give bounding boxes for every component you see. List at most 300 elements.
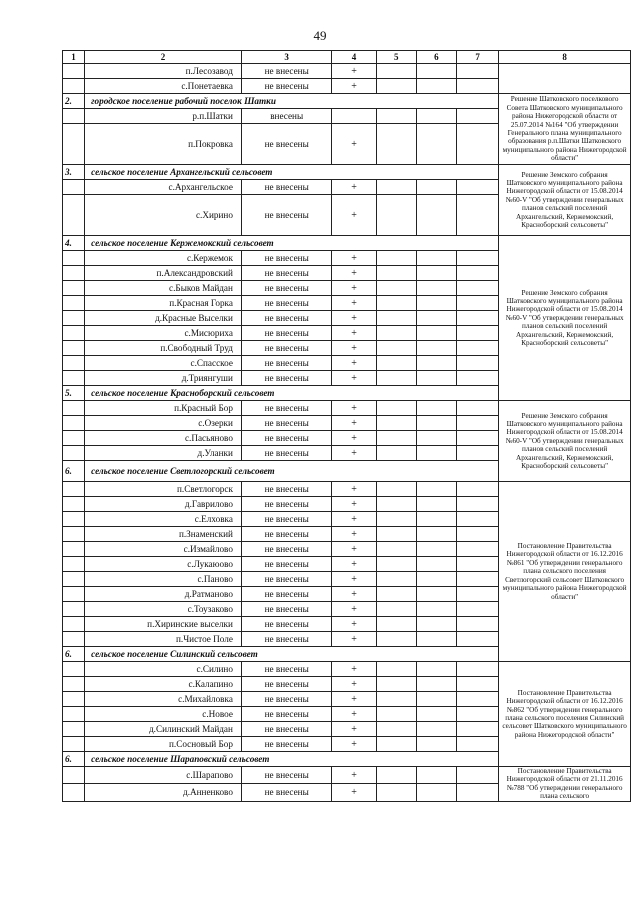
plus-mark: + bbox=[332, 784, 376, 801]
cell-col1 bbox=[63, 737, 85, 752]
cell-col5 bbox=[376, 195, 416, 236]
table-row bbox=[63, 662, 631, 677]
settlement-name: д.Гаврилово bbox=[85, 497, 242, 512]
cell-col6 bbox=[416, 401, 456, 416]
section-row bbox=[63, 236, 631, 251]
cell-col7 bbox=[457, 632, 499, 647]
cell-col7 bbox=[457, 662, 499, 677]
cell-col6 bbox=[416, 497, 456, 512]
cell-col6 bbox=[416, 341, 456, 356]
cell-col7 bbox=[457, 180, 499, 195]
changes-status: не внесены bbox=[241, 662, 331, 677]
changes-status: не внесены bbox=[241, 401, 331, 416]
plus-mark: + bbox=[332, 124, 376, 165]
cell-col6 bbox=[416, 512, 456, 527]
settlement-name: с.Паново bbox=[85, 572, 242, 587]
cell-col6 bbox=[416, 251, 456, 266]
section-title: сельское поселение Шараповский сельсовет bbox=[85, 752, 499, 767]
changes-status: не внесены bbox=[241, 692, 331, 707]
approval-document: Решение Земского собрания Шатковского муниципального района Нижегородской области от 15.08.2014 №60-V "Об утверждении генеральных планов сельский поселений Архангельский, Кержемокский, Красноборский сельсоветы" bbox=[499, 165, 631, 236]
cell-col5 bbox=[376, 602, 416, 617]
cell-col5 bbox=[376, 266, 416, 281]
settlement-name: п.Чистое Поле bbox=[85, 632, 242, 647]
changes-status: не внесены bbox=[241, 356, 331, 371]
cell-col6 bbox=[416, 371, 456, 386]
cell-col1 bbox=[63, 572, 85, 587]
cell-col6 bbox=[416, 767, 456, 784]
changes-status: не внесены bbox=[241, 64, 331, 79]
changes-status: не внесены bbox=[241, 180, 331, 195]
settlement-name: п.Красная Горка bbox=[85, 296, 242, 311]
approval-document: Решение Земского собрания Шатковского муниципального района Нижегородской области от 15.08.2014 №60-V "Об утверждении генеральных планов сельский поселений Архангельский, Кержемокский, Красноборский сельсоветы" bbox=[499, 401, 631, 482]
section-title: сельское поселение Кержемокский сельсовет bbox=[85, 236, 499, 251]
cell-col5 bbox=[376, 482, 416, 497]
plus-mark: + bbox=[332, 416, 376, 431]
header-cell-3: 3 bbox=[241, 51, 331, 64]
cell-col5 bbox=[376, 446, 416, 461]
cell-col1 bbox=[63, 431, 85, 446]
approval-document: Решение Земского собрания Шатковского муниципального района Нижегородской области от 15.08.2014 №60-V "Об утверждении генеральных планов сельский поселений Архангельский, Кержемокский, Красноборский сельсоветы" bbox=[499, 236, 631, 401]
changes-status: не внесены bbox=[241, 572, 331, 587]
cell-col5 bbox=[376, 64, 416, 79]
plus-mark: + bbox=[332, 251, 376, 266]
cell-col1 bbox=[63, 416, 85, 431]
section-number: 6. bbox=[63, 647, 85, 662]
section-number: 6. bbox=[63, 752, 85, 767]
cell-col7 bbox=[457, 416, 499, 431]
cell-col7 bbox=[457, 692, 499, 707]
cell-col1 bbox=[63, 542, 85, 557]
cell-col5 bbox=[376, 632, 416, 647]
changes-status: не внесены bbox=[241, 602, 331, 617]
cell-col5 bbox=[376, 180, 416, 195]
cell-col7 bbox=[457, 311, 499, 326]
cell-col5 bbox=[376, 109, 416, 124]
cell-col5 bbox=[376, 296, 416, 311]
cell-col5 bbox=[376, 281, 416, 296]
plus-mark: + bbox=[332, 356, 376, 371]
cell-col6 bbox=[416, 180, 456, 195]
cell-col7 bbox=[457, 266, 499, 281]
cell-col5 bbox=[376, 431, 416, 446]
cell-col5 bbox=[376, 722, 416, 737]
plus-mark: + bbox=[332, 602, 376, 617]
cell-col5 bbox=[376, 572, 416, 587]
changes-status: не внесены bbox=[241, 737, 331, 752]
plus-mark: + bbox=[332, 341, 376, 356]
cell-col1 bbox=[63, 180, 85, 195]
table-row bbox=[63, 482, 631, 497]
cell-col6 bbox=[416, 542, 456, 557]
plus-mark: + bbox=[332, 431, 376, 446]
cell-col1 bbox=[63, 587, 85, 602]
header-cell-7: 7 bbox=[457, 51, 499, 64]
cell-col1 bbox=[63, 251, 85, 266]
settlement-name: п.Александровский bbox=[85, 266, 242, 281]
cell-col6 bbox=[416, 109, 456, 124]
cell-col7 bbox=[457, 64, 499, 79]
plus-mark bbox=[332, 109, 376, 124]
changes-status: не внесены bbox=[241, 722, 331, 737]
changes-status: не внесены bbox=[241, 79, 331, 94]
changes-status: не внесены bbox=[241, 482, 331, 497]
cell-col6 bbox=[416, 587, 456, 602]
settlement-name: с.Елховка bbox=[85, 512, 242, 527]
cell-col1 bbox=[63, 602, 85, 617]
cell-col5 bbox=[376, 677, 416, 692]
header-cell-5: 5 bbox=[376, 51, 416, 64]
cell-col1 bbox=[63, 341, 85, 356]
changes-status: не внесены bbox=[241, 512, 331, 527]
cell-col7 bbox=[457, 281, 499, 296]
changes-status: не внесены bbox=[241, 617, 331, 632]
changes-status: не внесены bbox=[241, 251, 331, 266]
cell-col5 bbox=[376, 542, 416, 557]
cell-col1 bbox=[63, 482, 85, 497]
approval-document: Постановление Правительства Нижегородской области от 16.12.2016 №861 "Об утверждении генерального плана сельского поселения Светлогорский сельсовет Шатковского муниципального района Нижегородской области" bbox=[499, 482, 631, 662]
page-number: 49 bbox=[313, 28, 327, 43]
cell-col7 bbox=[457, 109, 499, 124]
cell-col7 bbox=[457, 124, 499, 165]
settlement-name: р.п.Шатки bbox=[85, 109, 242, 124]
plus-mark: + bbox=[332, 266, 376, 281]
cell-col6 bbox=[416, 311, 456, 326]
cell-col7 bbox=[457, 737, 499, 752]
section-number: 6. bbox=[63, 461, 85, 482]
cell-col5 bbox=[376, 341, 416, 356]
plus-mark: + bbox=[332, 296, 376, 311]
approval-document bbox=[499, 64, 631, 94]
section-row bbox=[63, 165, 631, 180]
plus-mark: + bbox=[332, 707, 376, 722]
cell-col1 bbox=[63, 311, 85, 326]
cell-col6 bbox=[416, 431, 456, 446]
cell-col1 bbox=[63, 296, 85, 311]
cell-col5 bbox=[376, 497, 416, 512]
cell-col6 bbox=[416, 737, 456, 752]
cell-col7 bbox=[457, 587, 499, 602]
cell-col1 bbox=[63, 512, 85, 527]
settlement-name: д.Анненково bbox=[85, 784, 242, 801]
changes-status: не внесены bbox=[241, 311, 331, 326]
approval-document: Решение Шатковского поселкового Совета Шатковского муниципального района Нижегородской области от 25.07.2014 №164 "Об утверждении Генерального плана муниципального образования р.п.Шатки Шатковского муниципального района Нижегородской области" bbox=[499, 94, 631, 165]
cell-col6 bbox=[416, 662, 456, 677]
cell-col6 bbox=[416, 416, 456, 431]
cell-col5 bbox=[376, 617, 416, 632]
plus-mark: + bbox=[332, 557, 376, 572]
approval-document: Постановление Правительства Нижегородской области от 16.12.2016 №862 "Об утверждении генерального плана сельского поселения Силинский сельсовет Шатковского муниципального района Нижегородской области" bbox=[499, 662, 631, 767]
changes-status: внесены bbox=[241, 109, 331, 124]
header-cell-4: 4 bbox=[332, 51, 376, 64]
header-cell-2: 2 bbox=[85, 51, 242, 64]
cell-col5 bbox=[376, 737, 416, 752]
changes-status: не внесены bbox=[241, 707, 331, 722]
changes-status: не внесены bbox=[241, 326, 331, 341]
plus-mark: + bbox=[332, 767, 376, 784]
cell-col6 bbox=[416, 707, 456, 722]
settlement-name: с.Шарапово bbox=[85, 767, 242, 784]
cell-col6 bbox=[416, 482, 456, 497]
cell-col5 bbox=[376, 587, 416, 602]
changes-status: не внесены bbox=[241, 124, 331, 165]
cell-col6 bbox=[416, 124, 456, 165]
cell-col1 bbox=[63, 195, 85, 236]
plus-mark: + bbox=[332, 572, 376, 587]
cell-col1 bbox=[63, 281, 85, 296]
settlement-name: д.Триянгуши bbox=[85, 371, 242, 386]
changes-status: не внесены bbox=[241, 542, 331, 557]
plus-mark: + bbox=[332, 632, 376, 647]
cell-col5 bbox=[376, 124, 416, 165]
cell-col6 bbox=[416, 677, 456, 692]
cell-col5 bbox=[376, 79, 416, 94]
settlement-name: п.Покровка bbox=[85, 124, 242, 165]
settlement-name: п.Лесозавод bbox=[85, 64, 242, 79]
cell-col7 bbox=[457, 431, 499, 446]
cell-col7 bbox=[457, 512, 499, 527]
header-cell-6: 6 bbox=[416, 51, 456, 64]
cell-col6 bbox=[416, 326, 456, 341]
settlement-name: с.Михайловка bbox=[85, 692, 242, 707]
cell-col5 bbox=[376, 784, 416, 801]
changes-status: не внесены bbox=[241, 497, 331, 512]
settlement-name: п.Сосновый Бор bbox=[85, 737, 242, 752]
cell-col6 bbox=[416, 356, 456, 371]
cell-col1 bbox=[63, 557, 85, 572]
plus-mark: + bbox=[332, 311, 376, 326]
cell-col7 bbox=[457, 251, 499, 266]
cell-col1 bbox=[63, 64, 85, 79]
cell-col7 bbox=[457, 326, 499, 341]
section-row bbox=[63, 94, 631, 109]
plus-mark: + bbox=[332, 195, 376, 236]
settlement-name: с.Калапино bbox=[85, 677, 242, 692]
cell-col7 bbox=[457, 401, 499, 416]
cell-col5 bbox=[376, 557, 416, 572]
plus-mark: + bbox=[332, 64, 376, 79]
header-cell-1: 1 bbox=[63, 51, 85, 64]
plus-mark: + bbox=[332, 512, 376, 527]
section-number: 3. bbox=[63, 165, 85, 180]
cell-col1 bbox=[63, 662, 85, 677]
cell-col7 bbox=[457, 707, 499, 722]
cell-col7 bbox=[457, 677, 499, 692]
plus-mark: + bbox=[332, 180, 376, 195]
cell-col6 bbox=[416, 602, 456, 617]
changes-status: не внесены bbox=[241, 527, 331, 542]
cell-col7 bbox=[457, 784, 499, 801]
cell-col1 bbox=[63, 401, 85, 416]
cell-col1 bbox=[63, 371, 85, 386]
general-plans-table bbox=[62, 50, 631, 802]
settlement-name: д.Силинский Майдан bbox=[85, 722, 242, 737]
cell-col5 bbox=[376, 692, 416, 707]
cell-col1 bbox=[63, 617, 85, 632]
cell-col6 bbox=[416, 281, 456, 296]
settlement-name: с.Кержемок bbox=[85, 251, 242, 266]
header-cell-8: 8 bbox=[499, 51, 631, 64]
section-number: 2. bbox=[63, 94, 85, 109]
cell-col1 bbox=[63, 266, 85, 281]
cell-col6 bbox=[416, 617, 456, 632]
cell-col1 bbox=[63, 124, 85, 165]
cell-col1 bbox=[63, 326, 85, 341]
cell-col6 bbox=[416, 79, 456, 94]
changes-status: не внесены bbox=[241, 296, 331, 311]
plus-mark: + bbox=[332, 692, 376, 707]
plus-mark: + bbox=[332, 722, 376, 737]
cell-col5 bbox=[376, 401, 416, 416]
changes-status: не внесены bbox=[241, 587, 331, 602]
cell-col7 bbox=[457, 497, 499, 512]
settlement-name: с.Архангельское bbox=[85, 180, 242, 195]
changes-status: не внесены bbox=[241, 195, 331, 236]
cell-col1 bbox=[63, 632, 85, 647]
cell-col7 bbox=[457, 446, 499, 461]
changes-status: не внесены bbox=[241, 446, 331, 461]
settlement-name: с.Озерки bbox=[85, 416, 242, 431]
plus-mark: + bbox=[332, 737, 376, 752]
cell-col7 bbox=[457, 602, 499, 617]
settlement-name: с.Тоузаково bbox=[85, 602, 242, 617]
changes-status: не внесены bbox=[241, 281, 331, 296]
settlement-name: с.Хирино bbox=[85, 195, 242, 236]
cell-col6 bbox=[416, 557, 456, 572]
settlement-name: п.Хиринские выселки bbox=[85, 617, 242, 632]
settlement-name: с.Пасьяново bbox=[85, 431, 242, 446]
cell-col1 bbox=[63, 446, 85, 461]
settlement-name: д.Ратманово bbox=[85, 587, 242, 602]
changes-status: не внесены bbox=[241, 371, 331, 386]
plus-mark: + bbox=[332, 79, 376, 94]
plus-mark: + bbox=[332, 482, 376, 497]
plus-mark: + bbox=[332, 527, 376, 542]
changes-status: не внесены bbox=[241, 266, 331, 281]
cell-col5 bbox=[376, 311, 416, 326]
cell-col5 bbox=[376, 416, 416, 431]
plus-mark: + bbox=[332, 677, 376, 692]
cell-col7 bbox=[457, 557, 499, 572]
changes-status: не внесены bbox=[241, 632, 331, 647]
settlement-name: с.Спасское bbox=[85, 356, 242, 371]
plus-mark: + bbox=[332, 662, 376, 677]
cell-col7 bbox=[457, 195, 499, 236]
cell-col1 bbox=[63, 784, 85, 801]
cell-col5 bbox=[376, 707, 416, 722]
settlement-name: с.Понетаевка bbox=[85, 79, 242, 94]
plus-mark: + bbox=[332, 497, 376, 512]
cell-col1 bbox=[63, 707, 85, 722]
cell-col7 bbox=[457, 341, 499, 356]
cell-col6 bbox=[416, 722, 456, 737]
changes-status: не внесены bbox=[241, 767, 331, 784]
cell-col5 bbox=[376, 326, 416, 341]
changes-status: не внесены bbox=[241, 416, 331, 431]
plus-mark: + bbox=[332, 281, 376, 296]
cell-col7 bbox=[457, 79, 499, 94]
section-title: сельское поселение Силинский сельсовет bbox=[85, 647, 499, 662]
cell-col1 bbox=[63, 79, 85, 94]
section-number: 4. bbox=[63, 236, 85, 251]
cell-col7 bbox=[457, 296, 499, 311]
cell-col7 bbox=[457, 722, 499, 737]
table-row bbox=[63, 401, 631, 416]
settlement-name: с.Быков Майдан bbox=[85, 281, 242, 296]
plus-mark: + bbox=[332, 326, 376, 341]
settlement-name: с.Мисюриха bbox=[85, 326, 242, 341]
plus-mark: + bbox=[332, 617, 376, 632]
settlement-name: п.Красный Бор bbox=[85, 401, 242, 416]
cell-col5 bbox=[376, 662, 416, 677]
cell-col5 bbox=[376, 371, 416, 386]
section-title: сельское поселение Красноборский сельсовет bbox=[85, 386, 499, 401]
plus-mark: + bbox=[332, 587, 376, 602]
cell-col6 bbox=[416, 784, 456, 801]
cell-col5 bbox=[376, 527, 416, 542]
settlement-name: д.Уланки bbox=[85, 446, 242, 461]
cell-col5 bbox=[376, 356, 416, 371]
approval-document: Постановление Правительства Нижегородской области от 21.11.2016 №788 "Об утверждении генерального плана сельского bbox=[499, 767, 631, 802]
section-title: сельское поселение Светлогорский сельсовет bbox=[85, 461, 499, 482]
plus-mark: + bbox=[332, 401, 376, 416]
table-row bbox=[63, 64, 631, 79]
section-title: сельское поселение Архангельский сельсовет bbox=[85, 165, 499, 180]
settlement-name: с.Силино bbox=[85, 662, 242, 677]
cell-col1 bbox=[63, 692, 85, 707]
settlement-name: п.Знаменский bbox=[85, 527, 242, 542]
table-row bbox=[63, 767, 631, 784]
cell-col7 bbox=[457, 617, 499, 632]
settlement-name: с.Измайлово bbox=[85, 542, 242, 557]
cell-col6 bbox=[416, 296, 456, 311]
plus-mark: + bbox=[332, 542, 376, 557]
changes-status: не внесены bbox=[241, 677, 331, 692]
cell-col1 bbox=[63, 109, 85, 124]
settlement-name: п.Свободный Труд bbox=[85, 341, 242, 356]
cell-col7 bbox=[457, 767, 499, 784]
cell-col6 bbox=[416, 195, 456, 236]
cell-col6 bbox=[416, 266, 456, 281]
cell-col1 bbox=[63, 767, 85, 784]
cell-col7 bbox=[457, 542, 499, 557]
plus-mark: + bbox=[332, 371, 376, 386]
changes-status: не внесены bbox=[241, 431, 331, 446]
section-title: городское поселение рабочий поселок Шатки bbox=[85, 94, 499, 109]
cell-col6 bbox=[416, 446, 456, 461]
cell-col7 bbox=[457, 482, 499, 497]
cell-col1 bbox=[63, 677, 85, 692]
cell-col1 bbox=[63, 527, 85, 542]
settlement-name: п.Светлогорск bbox=[85, 482, 242, 497]
cell-col5 bbox=[376, 512, 416, 527]
cell-col1 bbox=[63, 722, 85, 737]
settlement-name: с.Новое bbox=[85, 707, 242, 722]
cell-col1 bbox=[63, 497, 85, 512]
cell-col6 bbox=[416, 632, 456, 647]
cell-col5 bbox=[376, 767, 416, 784]
cell-col7 bbox=[457, 572, 499, 587]
cell-col1 bbox=[63, 356, 85, 371]
changes-status: не внесены bbox=[241, 341, 331, 356]
header-row bbox=[63, 51, 631, 64]
cell-col6 bbox=[416, 692, 456, 707]
changes-status: не внесены bbox=[241, 784, 331, 801]
cell-col5 bbox=[376, 251, 416, 266]
cell-col6 bbox=[416, 527, 456, 542]
cell-col7 bbox=[457, 371, 499, 386]
settlement-name: с.Лукаюово bbox=[85, 557, 242, 572]
cell-col7 bbox=[457, 527, 499, 542]
